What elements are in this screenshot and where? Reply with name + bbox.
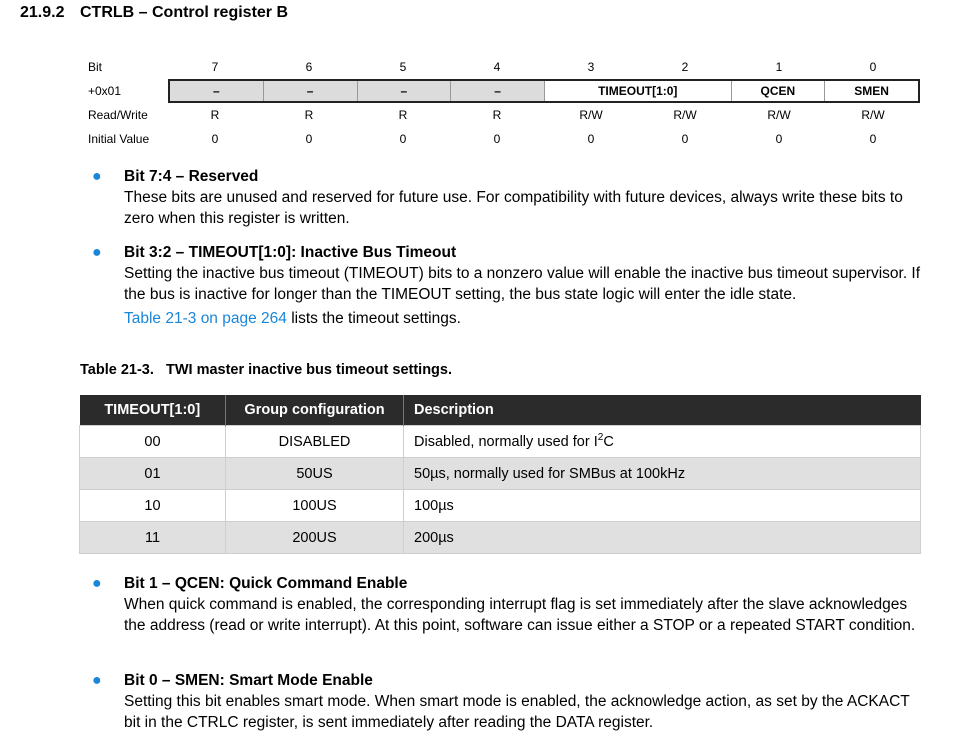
bullet-dot-icon: ● — [92, 168, 102, 185]
field-reserved-6: – — [264, 81, 358, 101]
table-row — [80, 522, 921, 554]
field-timeout: TIMEOUT[1:0] — [545, 81, 732, 101]
bit-number: 6 — [305, 60, 313, 74]
initial-value: 0 — [211, 132, 219, 146]
table-row — [80, 490, 921, 522]
rw-value: R/W — [579, 108, 603, 122]
table-cell: 00 — [80, 426, 226, 458]
bullet-text: When quick command is enabled, the corresponding interrupt flag is set immediately after the slave acknowledges the address (read or write interrupt). At this point, software can issue either a STOP or a repeated START condition. — [124, 596, 916, 634]
section-title: CTRLB – Control register B — [80, 4, 289, 21]
bit-number: 1 — [775, 60, 783, 74]
bit-row-label: Bit — [88, 60, 103, 74]
bullet-title: Bit 0 – SMEN: Smart Mode Enable — [124, 672, 373, 689]
cell-text: Disabled, normally used for I — [414, 433, 598, 450]
timeout-settings-table — [79, 395, 921, 554]
table-caption-title: TWI master inactive bus timeout settings. — [165, 362, 452, 378]
table-cell: 100µs — [404, 490, 921, 522]
bullet-dot-icon: ● — [92, 672, 102, 689]
bullet-text: Setting this bit enables smart mode. When smart mode is enabled, the acknowledge action, as set by the ACKACT bit in the CTRLC register, is sent immediately after reading the DATA register. — [124, 693, 910, 731]
bullet-text: Setting the inactive bus timeout (TIMEOUT) bits to a nonzero value will enable the inactive bus timeout supervisor. If the bus is inactive for longer than the TIMEOUT setting, the bus state logic will enter the idle state. — [124, 265, 921, 303]
field-reserved-5: – — [358, 81, 452, 101]
field-reserved-7: – — [170, 81, 264, 101]
table-header-row — [80, 395, 921, 426]
column-header: TIMEOUT[1:0] — [80, 395, 226, 426]
table-cell: 200US — [226, 522, 404, 554]
table-caption — [80, 362, 452, 378]
table-cell: 200µs — [404, 522, 921, 554]
superscript: 2 — [597, 431, 604, 443]
rw-value: R — [398, 108, 408, 122]
initial-row-label: Initial Value — [88, 132, 150, 146]
register-rw-row — [88, 103, 922, 127]
bullet-qcen — [92, 573, 922, 636]
field-qcen: QCEN — [732, 81, 826, 101]
bit-number: 5 — [399, 60, 407, 74]
bullet-dot-icon: ● — [92, 575, 102, 592]
field-smen: SMEN — [854, 84, 889, 98]
register-field-row — [88, 79, 922, 103]
bullet-timeout — [92, 242, 922, 329]
bullet-smen — [92, 670, 922, 733]
cell-text: C — [603, 433, 614, 450]
rw-value: R/W — [767, 108, 791, 122]
link-suffix-text: lists the timeout settings. — [286, 310, 461, 327]
register-diagram — [88, 55, 922, 151]
register-bit-row — [88, 55, 922, 79]
bit-number: 7 — [211, 60, 219, 74]
initial-value: 0 — [587, 132, 595, 146]
bit-number: 3 — [587, 60, 595, 74]
bit-number: 2 — [681, 60, 689, 74]
initial-value: 0 — [305, 132, 313, 146]
table-cell: 11 — [80, 522, 226, 554]
initial-value: 0 — [869, 132, 877, 146]
table-row — [80, 458, 921, 490]
register-initial-row — [88, 127, 922, 151]
bullet-text: These bits are unused and reserved for future use. For compatibility with future devices, always write these bits to zero when this register is written. — [124, 189, 903, 227]
table-reference-link[interactable]: Table 21-3 on page 264 — [124, 310, 287, 327]
table-row — [80, 426, 921, 458]
table-cell: DISABLED — [226, 426, 404, 458]
bullet-title: Bit 7:4 – Reserved — [124, 168, 259, 185]
table-cell: 50µs, normally used for SMBus at 100kHz — [404, 458, 921, 490]
table-cell: 50US — [226, 458, 404, 490]
bullet-title: Bit 1 – QCEN: Quick Command Enable — [124, 575, 408, 592]
table-cell: 100US — [226, 490, 404, 522]
table-cell: 01 — [80, 458, 226, 490]
table-cell: 10 — [80, 490, 226, 522]
rw-value: R — [304, 108, 314, 122]
column-header: Group configuration — [226, 395, 404, 426]
bullet-title: Bit 3:2 – TIMEOUT[1:0]: Inactive Bus Timeout — [124, 244, 457, 261]
initial-value: 0 — [493, 132, 501, 146]
initial-value: 0 — [681, 132, 689, 146]
address-label: +0x01 — [88, 84, 122, 98]
bit-number: 0 — [869, 60, 877, 74]
rw-row-label: Read/Write — [88, 108, 148, 122]
initial-value: 0 — [775, 132, 783, 146]
section-heading — [20, 4, 288, 22]
rw-value: R/W — [861, 108, 885, 122]
bit-number: 4 — [493, 60, 501, 74]
field-reserved-4: – — [451, 81, 545, 101]
bullet-reserved — [92, 166, 922, 229]
column-header: Description — [404, 395, 921, 426]
table-cell — [404, 426, 921, 458]
bullet-dot-icon: ● — [92, 244, 102, 261]
initial-value: 0 — [399, 132, 407, 146]
table-caption-number: Table 21-3. — [80, 362, 154, 378]
rw-value: R/W — [673, 108, 697, 122]
section-number: 21.9.2 — [20, 4, 65, 21]
rw-value: R — [492, 108, 502, 122]
rw-value: R — [210, 108, 220, 122]
